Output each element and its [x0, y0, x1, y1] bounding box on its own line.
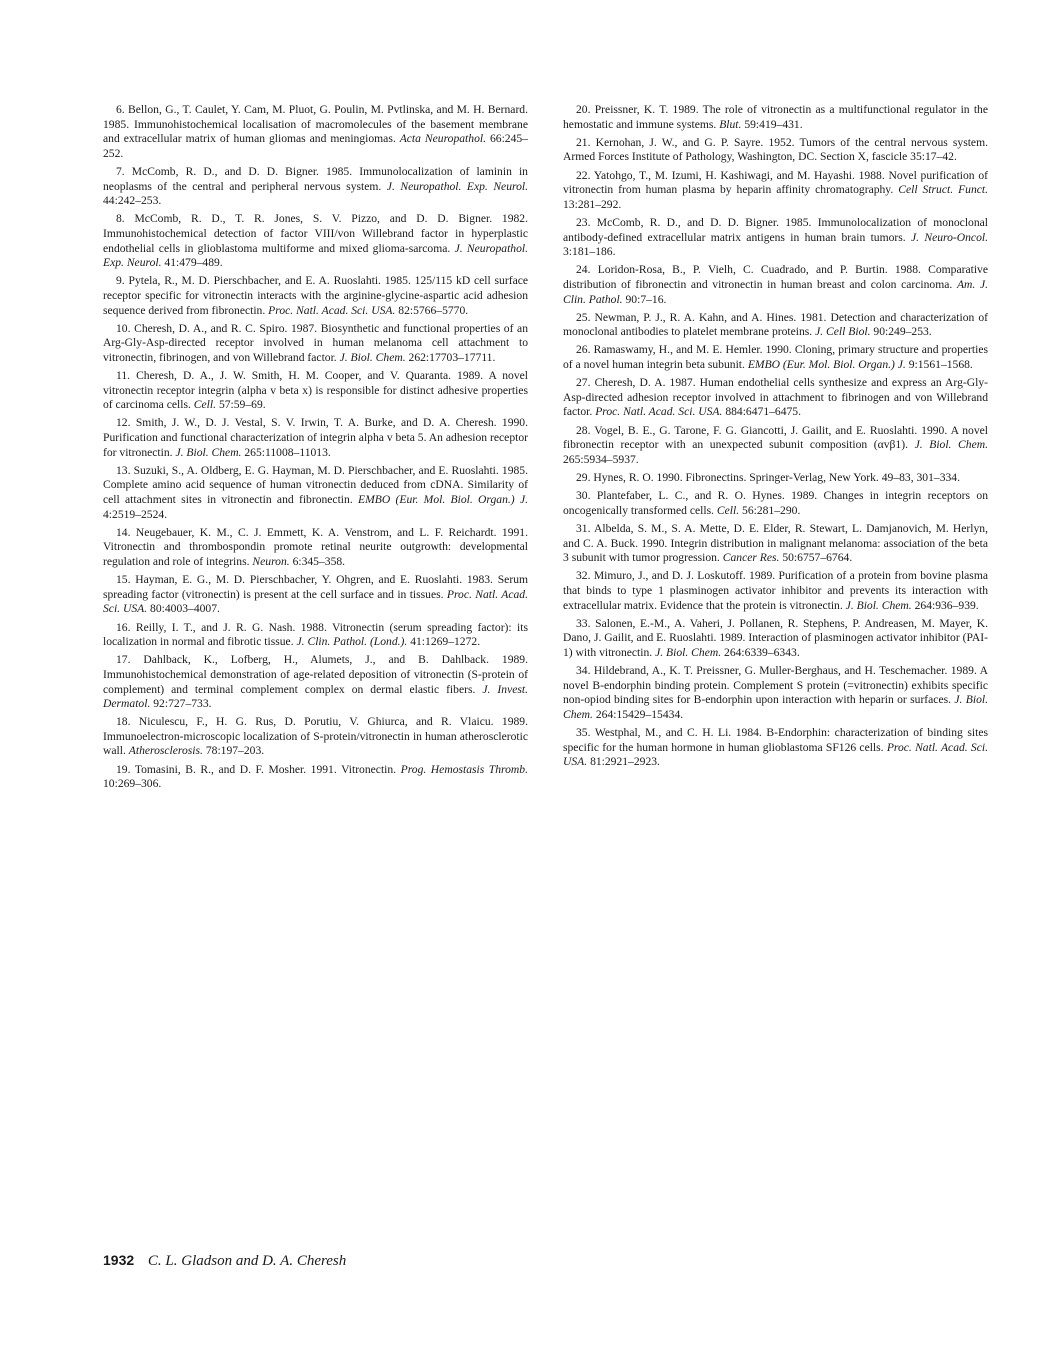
- reference-authors: Dahlback, K., Lofberg, H., Alumets, J., and B. Dahlback. 1989.: [143, 653, 528, 667]
- reference-journal: J. Biol. Chem.: [845, 598, 912, 612]
- reference-journal: J. Neuropathol. Exp. Neurol.: [386, 179, 528, 193]
- reference-authors: Loridon-Rosa, B., P. Vielh, C. Cuadrado, and P. Burtin. 1988.: [597, 263, 921, 277]
- reference-item: [563, 617, 988, 661]
- reference-authors: Plantefaber, L. C., and R. O. Hynes. 1989.: [596, 489, 818, 503]
- reference-item: [563, 471, 988, 486]
- reference-authors: Preissner, K. T. 1989.: [594, 103, 699, 116]
- reference-title: Cloning, primary structure and properties of a novel human integrin beta subunit.: [563, 343, 988, 372]
- reference-number: 30.: [576, 489, 591, 503]
- reference-item: [563, 263, 988, 307]
- reference-title: Complete amino acid sequence of human vitronectin deduced from cDNA. Similarity of cell attachment sites in vitronectin and fibronectin.: [103, 478, 528, 506]
- reference-item: [563, 726, 988, 770]
- reference-number: 7.: [116, 164, 125, 178]
- reference-citation: 66:245–252.: [103, 132, 528, 160]
- reference-number: 28.: [576, 423, 591, 437]
- reference-authors: Newman, P. J., R. A. Kahn, and A. Hines. 1981.: [594, 310, 827, 324]
- reference-number: 8.: [116, 212, 125, 226]
- reference-journal: Cell.: [716, 503, 740, 517]
- reference-authors: McComb, R. D., T. R. Jones, S. V. Pizzo, and D. D. Bigner. 1982.: [134, 212, 528, 226]
- reference-title: Human endothelial cells synthesize and express an Arg-Gly-Asp-directed adhesion receptor involved in attachment to fibrinogen and von Willebrand factor.: [563, 376, 988, 419]
- reference-number: 26.: [576, 343, 591, 357]
- reference-authors: Mimuro, J., and D. J. Loskutoff. 1989.: [593, 569, 776, 583]
- reference-authors: Tomasini, B. R., and D. F. Mosher. 1991.: [134, 762, 337, 776]
- reference-citation: 59:419–431.: [744, 117, 803, 131]
- reference-number: 14.: [116, 525, 131, 539]
- reference-journal: J. Invest. Dermatol.: [103, 682, 528, 711]
- reference-citation: 81:2921–2923.: [590, 755, 660, 769]
- reference-number: 34.: [576, 664, 591, 678]
- reference-title: A novel vitronectin receptor integrin (alpha v beta x) is responsible for distinct adhesive properties of carcinoma cells.: [103, 369, 528, 412]
- reference-number: 25.: [576, 310, 591, 324]
- reference-number: 27.: [576, 376, 591, 390]
- reference-number: 35.: [576, 726, 591, 740]
- reference-number: 12.: [116, 416, 131, 430]
- reference-number: 15.: [116, 573, 131, 587]
- reference-authors: Hildebrand, A., K. T. Preissner, G. Muller-Berghaus, and H. Teschemacher. 1989.: [593, 664, 977, 678]
- reference-title: Immunohistochemical localisation of macromolecules of the basement membrane and extracellular matrix of human gliomas and meningiomas.: [103, 117, 528, 146]
- reference-authors: McComb, R. D., and D. D. Bigner. 1985.: [131, 164, 353, 178]
- reference-journal: J. Neuro-Oncol.: [910, 230, 988, 244]
- reference-item: [103, 369, 528, 413]
- reference-item: [563, 103, 988, 132]
- reference-title: Detection and characterization of monoclonal antibodies to platelet membrane proteins.: [563, 310, 988, 339]
- reference-citation: 82:5766–5770.: [398, 303, 469, 317]
- reference-citation: 44:242–253.: [103, 194, 162, 208]
- reference-title: Immunoelectron-microscopic localization of S-protein/vitronectin in human atherosclerotic wall.: [103, 729, 528, 758]
- reference-number: 13.: [116, 463, 131, 477]
- reference-title: Immunolocalization of laminin in neoplasms of the central and peripheral nervous system.: [103, 164, 528, 193]
- reference-citation: 264:6339–6343.: [724, 645, 800, 659]
- reference-title: 125/115 kD cell surface receptor specific for vitronectin interacts with the arginine-glycine-aspartic acid adhesion sequence derived from fibronectin.: [103, 274, 529, 317]
- reference-citation: 78:197–203.: [205, 744, 265, 758]
- reference-title: Purification and functional characterization of integrin alpha v beta 5. An adhesion receptor for vitronectin.: [103, 431, 528, 459]
- reference-number: 24.: [576, 263, 591, 277]
- reference-item: [103, 274, 528, 318]
- reference-citation: 13:281–292.: [563, 197, 622, 211]
- page-number: 1932: [103, 1252, 135, 1268]
- reference-citation: 80:4003–4007.: [150, 602, 220, 616]
- reference-item: [563, 522, 988, 566]
- reference-number: 19.: [116, 762, 131, 776]
- reference-title: The role of vitronectin as a multifunctional regulator in the hemostatic and immune systems.: [563, 103, 988, 131]
- reference-journal: Atherosclerosis.: [128, 744, 203, 758]
- reference-number: 32.: [576, 569, 591, 583]
- reference-item: [103, 212, 528, 270]
- reference-journal: J. Clin. Pathol. (Lond.).: [296, 635, 408, 649]
- reference-citation: 264:15429–15434.: [595, 707, 684, 721]
- reference-item: [103, 573, 528, 617]
- reference-authors: Bellon, G., T. Caulet, Y. Cam, M. Pluot, G. Poulin, M. Pvtlinska, and M. H. Bernard. 1985.: [103, 103, 528, 131]
- reference-journal: Acta Neuropathol.: [399, 132, 486, 146]
- reference-authors: Hayman, E. G., M. D. Pierschbacher, Y. Ohgren, and E. Ruoslahti. 1983.: [135, 573, 493, 587]
- reference-citation: 41:479–489.: [164, 256, 223, 270]
- reference-journal: Cell Struct. Funct.: [898, 183, 989, 197]
- reference-number: 22.: [576, 168, 591, 182]
- reference-title: Vitronectin and thrombospondin promote retinal neurite outgrowth: developmental regulation and role of integrins.: [103, 540, 528, 568]
- reference-journal: EMBO (Eur. Mol. Biol. Organ.) J.: [358, 493, 528, 506]
- reference-number: 16.: [116, 620, 131, 634]
- reference-journal: Cancer Res.: [722, 551, 780, 565]
- reference-title: Interaction of plasminogen activator inhibitor (PAI-1) with vitronectin.: [563, 631, 988, 659]
- reference-citation: 10:269–306.: [103, 777, 162, 791]
- reference-journal: Cell.: [193, 398, 217, 412]
- reference-item: [103, 322, 528, 366]
- reference-item: [563, 664, 988, 722]
- reference-number: 17.: [116, 653, 131, 667]
- reference-citation: 265:5934–5937.: [563, 452, 639, 466]
- reference-authors: Ramaswamy, H., and M. E. Hemler. 1990.: [593, 343, 792, 357]
- reference-authors: Niculescu, F., H. G. Rus, D. Porutiu, V. Ghiurca, and R. Vlaicu. 1989.: [138, 715, 528, 729]
- reference-title: A novel fibronectin receptor with an unexpected subunit composition (αvβ1).: [563, 423, 988, 452]
- reference-column-right: [563, 103, 988, 773]
- reference-authors: Pytela, R., M. D. Pierschbacher, and E. A. Ruoslahti. 1985.: [128, 274, 411, 288]
- reference-journal: J. Neuropathol. Exp. Neurol.: [103, 241, 529, 270]
- reference-item: [563, 569, 988, 613]
- reference-item: [103, 416, 528, 460]
- reference-journal: J. Biol. Chem.: [339, 350, 406, 364]
- reference-citation: 57:59–69.: [218, 398, 266, 412]
- reference-number: 20.: [576, 103, 591, 116]
- reference-item: [563, 216, 988, 260]
- reference-authors: Reilly, I. T., and J. R. G. Nash. 1988.: [135, 620, 327, 634]
- reference-citation: 41:1269–1272.: [410, 635, 481, 649]
- reference-citation: 9:1561–1568.: [908, 358, 973, 372]
- reference-item: [103, 165, 528, 209]
- reference-title: Purification of a protein from bovine plasma that binds to type 1 plasminogen activator inhibitor and prevents its interaction with extracellular matrix. Evidence that the protein is vitronectin.: [563, 569, 988, 612]
- reference-authors: Cheresh, D. A., J. W. Smith, H. M. Cooper, and V. Quaranta. 1989.: [136, 369, 484, 383]
- reference-authors: Vogel, B. E., G. Tarone, F. G. Giancotti, J. Gailit, and E. Ruoslahti. 1990.: [594, 423, 948, 437]
- running-authors: C. L. Gladson and D. A. Cheresh: [147, 1253, 347, 1269]
- reference-item: [103, 653, 528, 711]
- reference-journal: EMBO (Eur. Mol. Biol. Organ.) J.: [747, 358, 906, 372]
- reference-citation: 3:181–186.: [563, 245, 616, 259]
- reference-title: B-Endorphin: characterization of binding sites specific for the human hormone in human glioblastoma SF126 cells.: [563, 726, 988, 754]
- reference-journal: Proc. Natl. Acad. Sci. USA.: [268, 303, 396, 317]
- reference-column-left: [103, 103, 528, 795]
- reference-item: [563, 489, 988, 518]
- reference-title: Vitronectin (serum spreading factor): its localization in normal and fibrotic tissue.: [103, 620, 528, 649]
- reference-authors: Suzuki, S., A. Oldberg, E. G. Hayman, M. D. Pierschbacher, and E. Ruoslahti. 1985.: [133, 463, 528, 477]
- reference-journal: Proc. Natl. Acad. Sci. USA.: [103, 587, 528, 616]
- reference-authors: Neugebauer, K. M., C. J. Emmett, K. A. Venstrom, and L. F. Reichardt. 1991.: [135, 525, 528, 539]
- reference-item: [103, 621, 528, 650]
- reference-citation: 6:345–358.: [292, 554, 346, 568]
- reference-authors: Yatohgo, T., M. Izumi, H. Kashiwagi, and M. Hayashi. 1988.: [593, 168, 885, 182]
- reference-title: A novel B-endorphin binding protein. Complement S protein (=vitronectin) exhibits specific non-opiod binding sites for B-endorphin upon interaction with heparin or surfaces.: [563, 664, 988, 707]
- reference-citation: 264:936–939.: [914, 598, 979, 612]
- reference-journal: Proc. Natl. Acad. Sci. USA.: [595, 405, 723, 419]
- reference-authors: Cheresh, D. A., and R. C. Spiro. 1987.: [134, 321, 318, 335]
- reference-authors: Smith, J. W., D. J. Vestal, S. V. Irwin, T. A. Burke, and D. A. Cheresh. 1990.: [135, 416, 528, 430]
- reference-item: [563, 311, 988, 340]
- reference-item: [563, 136, 988, 165]
- reference-title: Tumors of the central nervous system. Armed Forces Institute of Pathology, Washington, DC. Section X, fascicle 35:17–42.: [563, 135, 988, 164]
- reference-journal: J. Biol. Chem.: [914, 438, 988, 452]
- reference-title: Immunohistochemical demonstration of age-related deposition of vitronectin (S-protein of complement) and terminal complement complex on dermal elastic fibers.: [103, 667, 528, 696]
- reference-citation: 4:2519–2524.: [103, 507, 168, 521]
- reference-journal: J. Biol. Chem.: [563, 693, 988, 721]
- reference-title: Vitronectin.: [341, 762, 397, 776]
- reference-citation: 50:6757–6764.: [782, 551, 853, 565]
- reference-number: 33.: [576, 616, 591, 630]
- reference-title: Fibronectins. Springer-Verlag, New York. 49–83, 301–334.: [685, 471, 960, 484]
- reference-authors: Kernohan, J. W., and G. P. Sayre. 1952.: [595, 135, 795, 149]
- reference-journal: Proc. Natl. Acad. Sci. USA.: [563, 740, 988, 769]
- reference-title: Biosynthetic and functional properties of an Arg-Gly-Asp-directed receptor involved in human melanoma cell attachment to vitronectin, fibrinogen, and von Willebrand factor.: [103, 321, 528, 364]
- reference-title: Changes in integrin receptors on oncogenically transformed cells.: [563, 489, 988, 517]
- reference-authors: Albelda, S. M., S. A. Mette, D. E. Elder, R. Stewart, L. Damjanovich, M. Herlyn, and C. A. Buck. 1990.: [563, 521, 988, 550]
- reference-citation: 90:7–16.: [625, 292, 667, 306]
- reference-title: Immunolocalization of monoclonal antibody-defined extracellular matrix antigens in human brain tumors.: [563, 215, 989, 244]
- reference-number: 11.: [116, 369, 131, 383]
- reference-authors: Westphal, M., and C. H. Li. 1984.: [594, 726, 762, 740]
- reference-item: [563, 169, 988, 213]
- reference-authors: Hynes, R. O. 1990.: [593, 471, 683, 484]
- reference-number: 23.: [576, 215, 591, 229]
- reference-citation: 56:281–290.: [742, 503, 801, 517]
- reference-item: [103, 526, 528, 570]
- reference-number: 21.: [576, 135, 591, 149]
- reference-authors: Cheresh, D. A. 1987.: [594, 376, 696, 390]
- reference-item: [563, 343, 988, 372]
- reference-item: [563, 424, 988, 468]
- reference-journal: Am. J. Clin. Pathol.: [563, 277, 988, 306]
- reference-item: [563, 376, 988, 420]
- reference-title: Comparative distribution of fibronectin and vitronectin in human breast and colon carcinoma.: [563, 263, 988, 291]
- reference-item: [103, 103, 528, 161]
- reference-journal: Prog. Hemostasis Thromb.: [400, 762, 528, 776]
- reference-journal: Neuron.: [252, 554, 290, 568]
- page-footer: [103, 1252, 346, 1270]
- reference-title: Immunohistochemical detection of factor VIII/von Willebrand factor in hyperplastic endothelial cells in glioblastoma multiforme and mixed glioma-sarcoma.: [103, 226, 528, 255]
- reference-title: Serum spreading factor (vitronectin) is present at the cell surface and in tissues.: [103, 573, 529, 601]
- reference-citation: 884:6471–6475.: [725, 405, 801, 419]
- reference-number: 6.: [116, 103, 125, 116]
- reference-journal: J. Cell Biol.: [815, 325, 871, 339]
- reference-item: [103, 763, 528, 792]
- reference-citation: 92:727–733.: [153, 697, 212, 711]
- reference-citation: 265:11008–11013.: [244, 445, 331, 459]
- reference-title: Novel purification of vitronectin from human plasma by heparin affinity chromatography.: [563, 168, 988, 197]
- reference-citation: 90:249–253.: [873, 325, 932, 339]
- reference-number: 10.: [116, 321, 131, 335]
- reference-number: 18.: [116, 715, 131, 729]
- reference-journal: Blut.: [719, 117, 742, 131]
- reference-journal: J. Biol. Chem.: [175, 445, 242, 459]
- reference-number: 31.: [576, 521, 591, 535]
- reference-number: 29.: [576, 471, 591, 484]
- reference-authors: McComb, R. D., and D. D. Bigner. 1985.: [596, 215, 812, 229]
- reference-authors: Salonen, E.-M., A. Vaheri, J. Pollanen, R. Stephens, P. Andreasen, M. Mayer, K. Dano, J. Gailit, and E. Ruoslahti. 1989.: [563, 616, 988, 645]
- reference-item: [103, 715, 528, 759]
- reference-citation: 262:17703–17711.: [408, 350, 496, 364]
- reference-item: [103, 464, 528, 522]
- reference-number: 9.: [116, 274, 125, 288]
- reference-journal: J. Biol. Chem.: [655, 645, 722, 659]
- reference-title: Integrin distribution in malignant melanoma: association of the beta 3 subunit with tumor progression.: [563, 536, 988, 565]
